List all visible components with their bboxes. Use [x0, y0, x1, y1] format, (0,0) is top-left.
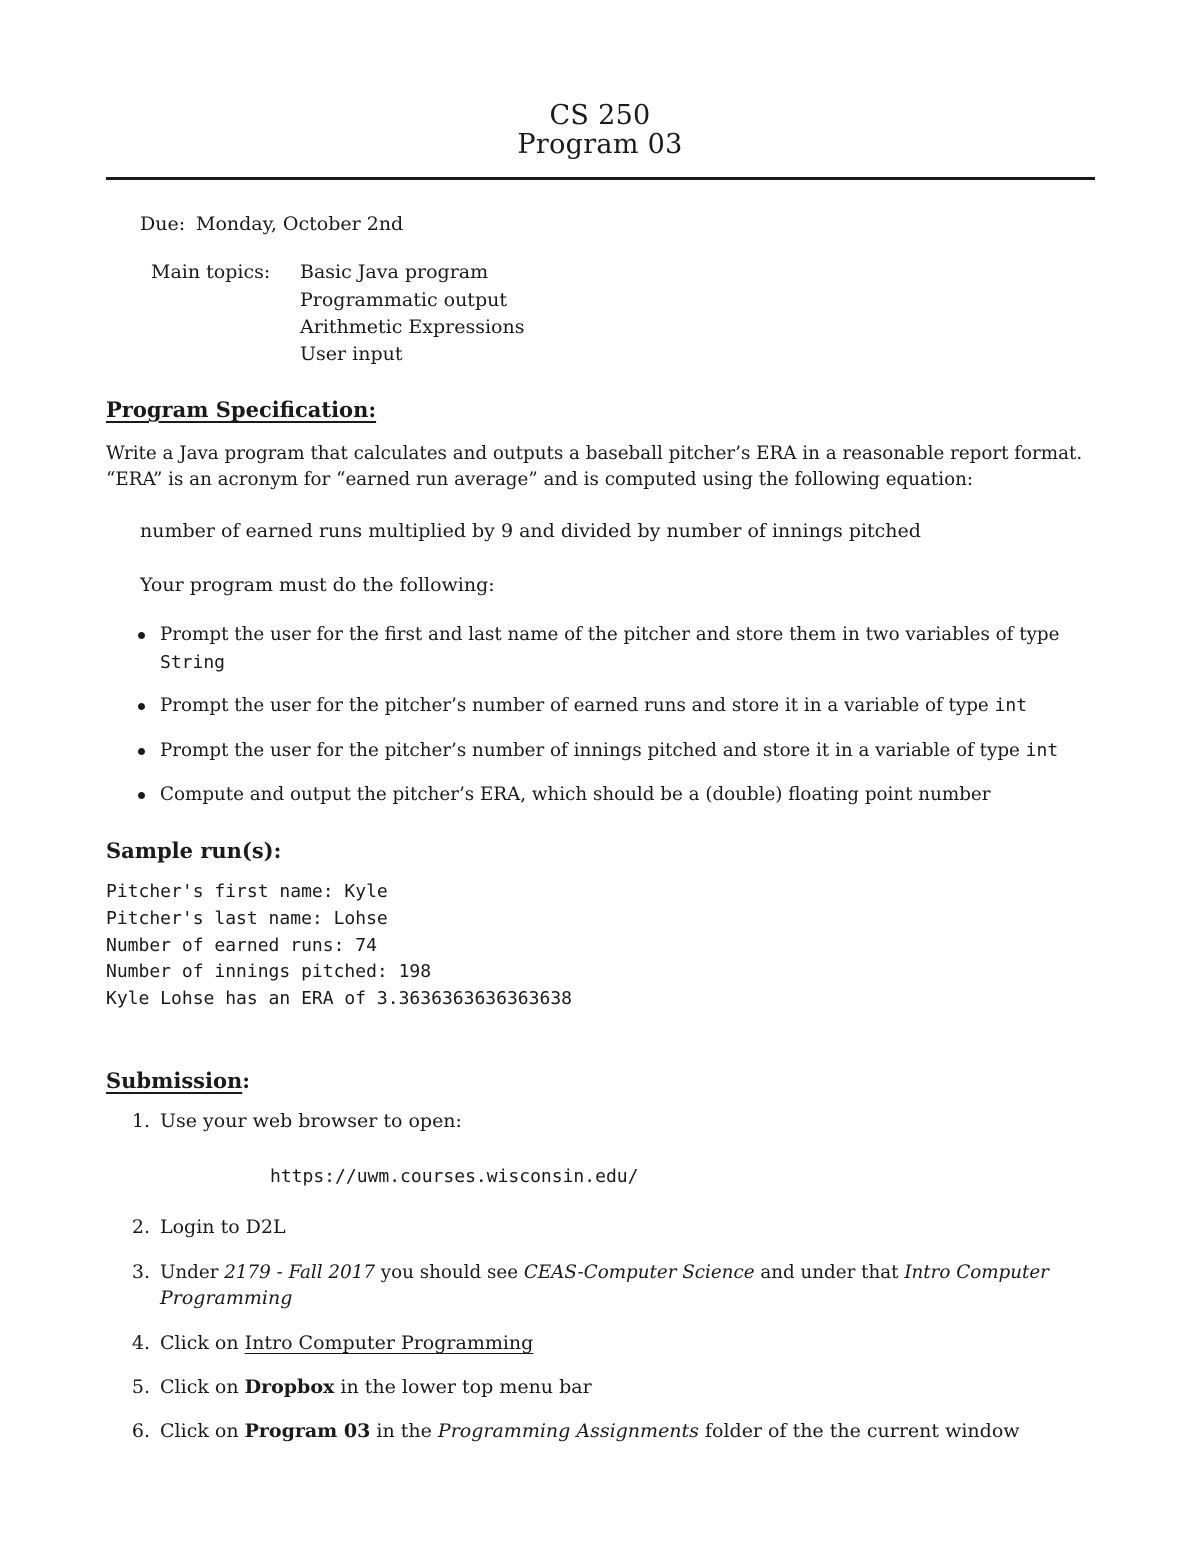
term-label: 2179 - Fall 2017	[224, 1262, 375, 1283]
requirement-line	[160, 737, 1058, 764]
sample-output-line: Number of innings pitched: 198	[106, 961, 432, 982]
sample-output-line: Pitcher's first name: Kyle	[106, 881, 388, 902]
requirement-line: Compute and output the pitcher’s ERA, which should be a (double) floating point number	[160, 784, 991, 805]
sample-output-line: Number of earned runs: 74	[106, 935, 377, 956]
step-text-part: you should see	[374, 1262, 524, 1283]
step-number: 6.	[131, 1420, 150, 1442]
folder-label: Programming Assignments	[437, 1420, 699, 1442]
sample-output-line: Pitcher's last name: Lohse	[106, 908, 388, 929]
step-text-part: Click on	[160, 1376, 245, 1398]
spec-paragraph-line: “ERA” is an acronym for “earned run average” and is computed using the following equation:	[106, 469, 974, 490]
submission-heading-text: Submission	[106, 1068, 243, 1093]
topics-label: Main topics:	[151, 261, 271, 283]
step-text-part: in the lower top menu bar	[334, 1376, 592, 1398]
topic-item: Arithmetic Expressions	[300, 316, 525, 338]
submission-heading-colon: :	[242, 1068, 250, 1093]
step-text-part: Click on	[160, 1332, 245, 1354]
step-text: Login to D2L	[160, 1216, 286, 1238]
program-label: Program 03	[244, 1420, 371, 1442]
course-label-continued: Programming	[160, 1287, 293, 1309]
bullet-dot	[138, 792, 145, 799]
title-rule	[106, 177, 1095, 180]
step-text-part: folder of the the current window	[698, 1420, 1020, 1442]
course-label: Intro Computer	[904, 1262, 1049, 1283]
requirements-intro: Your program must do the following:	[140, 574, 495, 596]
requirement-code: String	[160, 652, 226, 673]
requirement-code: int	[994, 695, 1028, 716]
bullet-dot	[138, 748, 145, 755]
step-text	[160, 1418, 1020, 1445]
requirement-text: Prompt the user for the pitcher’s number of earned runs and store it in a variable of type	[160, 695, 989, 716]
era-equation: number of earned runs multiplied by 9 and divided by number of innings pitched	[140, 520, 921, 542]
topic-item: Programmatic output	[300, 289, 507, 311]
step-text-part: in the	[370, 1420, 438, 1442]
dropbox-label: Dropbox	[244, 1376, 335, 1398]
step-number: 1.	[131, 1110, 150, 1132]
course-title: CS 250	[549, 100, 651, 131]
bullet-dot	[138, 703, 145, 710]
sample-heading: Sample run(s):	[106, 838, 282, 863]
assignment-title: Program 03	[517, 129, 683, 160]
department-label: CEAS-Computer Science	[523, 1262, 755, 1283]
step-number: 4.	[131, 1332, 150, 1354]
step-number: 5.	[131, 1376, 150, 1398]
spec-heading-text: Program Specification:	[106, 397, 377, 422]
step-text-part: Click on	[160, 1420, 245, 1442]
spec-paragraph-line: Write a Java program that calculates and outputs a baseball pitcher’s ERA in a reasonable report format.	[106, 443, 1083, 464]
course-link[interactable]: Intro Computer Programming	[244, 1332, 534, 1354]
bullet-dot	[138, 632, 145, 639]
step-text-part: and under that	[754, 1262, 905, 1283]
step-number: 3.	[131, 1261, 150, 1283]
spec-heading	[106, 397, 376, 422]
submission-heading	[106, 1068, 250, 1093]
due-value: Monday, October 2nd	[196, 213, 404, 235]
step-text	[160, 1259, 1049, 1286]
step-number: 2.	[131, 1216, 150, 1238]
requirement-line: Prompt the user for the first and last name of the pitcher and store them in two variables of type	[160, 624, 1060, 645]
step-text: Use your web browser to open:	[160, 1110, 462, 1132]
topic-item: Basic Java program	[300, 261, 489, 283]
requirement-code: int	[1025, 740, 1059, 761]
requirement-text: Prompt the user for the pitcher’s number of innings pitched and store it in a variable of type	[160, 740, 1020, 761]
d2l-url: https://uwm.courses.wisconsin.edu/	[270, 1166, 639, 1187]
sample-output-line: Kyle Lohse has an ERA of 3.3636363636363638	[106, 988, 572, 1009]
topic-item: User input	[300, 343, 403, 365]
requirement-line	[160, 692, 1027, 719]
due-label: Due:	[140, 213, 186, 235]
step-text	[160, 1374, 592, 1401]
step-text-part: Under	[160, 1262, 225, 1283]
step-text	[160, 1330, 533, 1357]
